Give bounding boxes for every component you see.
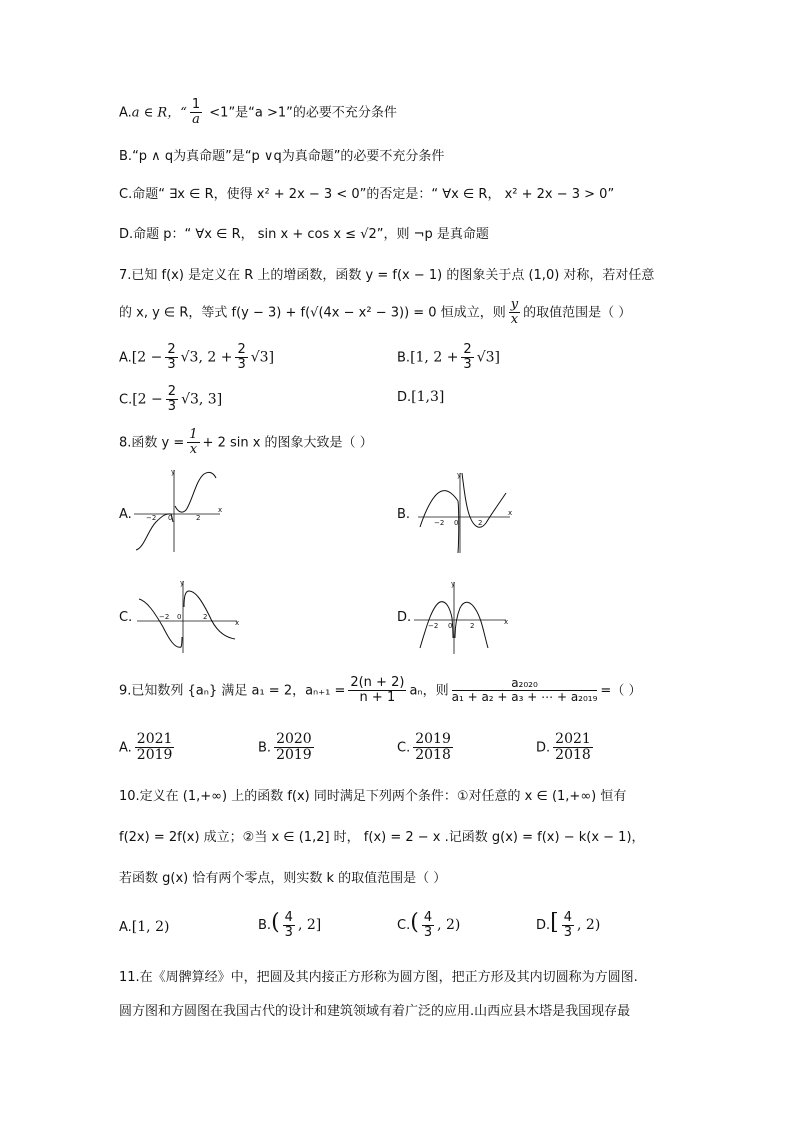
fraction-denominator: 3 — [284, 925, 293, 940]
q9-option-d — [536, 732, 596, 764]
q9-option-c — [397, 732, 456, 764]
q10-option-a-text: [1, 2) — [131, 919, 170, 935]
axis-label-x: x — [504, 618, 509, 626]
q8-graph-b — [418, 469, 514, 555]
fraction-numerator: 1 — [191, 97, 201, 112]
q7-option-b — [397, 343, 500, 373]
axis-label-y: y — [171, 468, 176, 476]
fraction-denominator: 2018 — [415, 747, 451, 764]
axis-label-y: y — [451, 580, 456, 588]
q6-option-c-text: 命题“ ∃x ∈ R，使得 x² + 2x − 3 < 0”的否定是：“ ∀x ∈ R， x² + 2x − 3 > 0” — [132, 187, 615, 202]
tick-label-zero: 0 — [168, 514, 173, 522]
q10-option-c-frac — [422, 911, 434, 941]
curve-right — [184, 591, 235, 639]
fraction-numerator: y — [510, 297, 519, 312]
q6-option-d-label: D. — [119, 227, 134, 242]
q10-option-c-label: C. — [397, 918, 411, 933]
tick-label-neg: −2 — [434, 519, 445, 527]
q10-option-d — [536, 910, 600, 940]
q8-stem — [119, 428, 373, 458]
q7-stem-line2 — [119, 298, 631, 328]
q6-option-a-fraction — [190, 98, 202, 128]
fraction-numerator: 2 — [167, 384, 177, 399]
q10-option-b-label: B. — [258, 918, 272, 933]
curve-left-lower — [458, 501, 459, 553]
tick-label-pos: 2 — [203, 613, 208, 621]
tick-label-neg: −2 — [428, 622, 439, 630]
q10-option-b-frac — [283, 911, 295, 941]
fraction-numerator: 2020 — [276, 731, 312, 747]
q8-graph-d — [414, 578, 510, 656]
q7-option-c-label: C. — [119, 392, 133, 408]
q7-option-a-frac1 — [165, 343, 177, 373]
q6-option-b-label: B. — [119, 149, 133, 164]
fraction-denominator: 3 — [167, 399, 177, 415]
fraction-numerator: 4 — [284, 909, 293, 925]
q10-stem-line1: 10.定义在 (1,+∞) 上的函数 f(x) 同时满足下列两个条件：①对任意的 x ∈ (1,+∞) 恒有 — [119, 789, 627, 804]
q10-option-c-close: , 2) — [437, 917, 461, 933]
fraction-denominator: 2019 — [136, 747, 173, 764]
q10-option-b — [258, 910, 321, 940]
axis-label-x: x — [218, 506, 223, 514]
fraction-numerator: 2021 — [555, 731, 591, 747]
curve-right — [462, 473, 506, 527]
q9-stem — [119, 676, 641, 706]
q10-option-d-close: , 2) — [577, 917, 601, 933]
fraction-denominator: n + 1 — [359, 690, 396, 706]
tick-label-neg: −2 — [159, 613, 170, 621]
q7-option-d — [397, 389, 444, 405]
q10-stem-line3: 若函数 g(x) 恰有两个零点，则实数 k 的取值范围是（ ） — [119, 871, 447, 886]
q10-option-d-open: [ — [550, 910, 559, 935]
fraction-numerator: 2019 — [415, 731, 451, 747]
q6-option-c-label: C. — [119, 187, 133, 202]
q6-option-b-text: “p ∧ q为真命题”是“p ∨q为真命题”的必要不充分条件 — [132, 149, 445, 164]
fraction-denominator: 3 — [463, 357, 472, 373]
q7-option-c-pre: [2 − — [132, 391, 163, 408]
q10-stem-line2: f(2x) = 2f(x) 成立；②当 x ∈ (1,2] 时， f(x) = 2 − x .记函数 g(x) = f(x) − k(x − 1)， — [119, 830, 645, 845]
fraction-denominator: x — [189, 442, 198, 458]
q7-option-a-frac2 — [235, 343, 247, 373]
q6-option-d-text: 命题 p：“ ∀x ∈ R， sin x + cos x ≤ √2”，则 ¬p 是真命题 — [133, 227, 489, 242]
fraction-denominator: x — [510, 312, 519, 328]
q9-stem-frac2 — [452, 677, 598, 704]
q7-option-c — [119, 385, 222, 415]
curve-left — [139, 599, 182, 647]
q7-option-c-frac — [166, 385, 178, 415]
q9-option-b-frac — [274, 732, 314, 764]
q8-graph-a — [134, 466, 226, 554]
q10-option-a-label: A. — [119, 920, 132, 935]
tick-label-zero: 0 — [448, 622, 453, 630]
fraction-denominator: a — [192, 112, 200, 128]
q6-option-a-label: A. — [119, 105, 132, 121]
fraction-denominator: 2019 — [276, 747, 312, 764]
q7-stem-line2-pre: 的 x, y ∈ R，等式 f(y − 3) + f(√(4x − x² − 3)) = 0 恒成立，则 — [119, 305, 506, 321]
fraction-numerator: 1 — [189, 427, 198, 442]
q10-option-d-frac — [562, 911, 574, 941]
q7-stem-fraction — [509, 298, 520, 328]
fraction-denominator: 2018 — [555, 747, 591, 764]
q7-option-b-frac — [461, 343, 473, 373]
q7-stem-line2-post: 的取值范围是（ ） — [523, 305, 632, 321]
fraction-denominator: 3 — [563, 925, 573, 940]
tick-label-zero: 0 — [454, 519, 459, 527]
q10-option-c — [397, 910, 460, 940]
q7-option-b-label: B. — [397, 350, 411, 366]
fraction-numerator: 4 — [563, 909, 573, 925]
fraction-numerator: 2(n + 2) — [350, 675, 405, 690]
q7-stem-line1: 7.已知 f(x) 是定义在 R 上的增函数，函数 y = f(x − 1) 的图象关于点 (1,0) 对称，若对任意 — [119, 268, 655, 283]
q6-option-a-pre: a ∈ R，“ — [131, 105, 187, 121]
fraction-numerator: 2 — [463, 342, 472, 357]
q9-stem-frac1 — [348, 676, 406, 706]
q9-option-c-label: C. — [397, 740, 411, 756]
q7-option-a-post: √3] — [250, 349, 275, 366]
tick-label-neg: −2 — [146, 514, 157, 522]
q7-option-b-post: √3] — [476, 349, 500, 366]
q7-option-a — [119, 343, 274, 373]
q6-option-c — [119, 183, 614, 202]
q7-option-b-pre: [1, 2 + — [410, 349, 459, 366]
fraction-numerator: 4 — [423, 909, 433, 925]
q7-option-a-pre: [2 − — [131, 349, 163, 366]
fraction-numerator: 2 — [167, 342, 176, 357]
q9-option-d-label: D. — [536, 740, 551, 756]
q9-option-b-label: B. — [258, 740, 272, 756]
q7-option-c-post: √3, 3] — [181, 391, 223, 408]
q7-option-a-label: A. — [119, 350, 132, 366]
q9-option-c-frac — [413, 732, 453, 764]
q7-option-a-mid: √3, 2 + — [180, 349, 233, 366]
curve-right — [175, 472, 216, 512]
axis-label-x: x — [235, 619, 240, 627]
axis-label-y: y — [180, 579, 185, 587]
q10-option-b-open: ( — [271, 910, 280, 935]
fraction-numerator: 2021 — [136, 731, 173, 747]
q9-stem-pre: 9.已知数列 {aₙ} 满足 a₁ = 2，aₙ₊₁ = — [119, 683, 346, 699]
fraction-denominator: a₁ + a₂ + a₃ + ⋯ + a₂₀₁₉ — [451, 690, 598, 705]
q11-stem-line1: 11.在《周髀算经》中，把圆及其内接正方形称为圆方图，把正方形及其内切圆称为方圆图. — [119, 970, 638, 985]
q6-option-a-post: <1”是“a >1”的必要不充分条件 — [205, 105, 397, 121]
fraction-denominator: 3 — [423, 925, 433, 940]
tick-label-zero: 0 — [177, 613, 182, 621]
axis-label-y: y — [457, 471, 462, 479]
q6-option-b — [119, 145, 444, 164]
q9-stem-post: =（ ） — [600, 683, 642, 699]
tick-label-pos: 2 — [196, 514, 201, 522]
q7-option-d-label: D. — [397, 390, 412, 405]
q7-option-d-text: [1,3] — [411, 389, 445, 405]
fraction-numerator: a₂₀₂₀ — [452, 677, 598, 691]
q8-stem-post: + 2 sin x 的图象大致是（ ） — [202, 435, 373, 451]
q10-option-b-close: , 2] — [297, 917, 322, 933]
q10-option-d-label: D. — [536, 918, 551, 933]
fraction-denominator: 3 — [237, 357, 246, 373]
q8-graph-c — [137, 577, 241, 655]
q8-option-c-label: C. — [119, 610, 133, 625]
q9-stem-mid: aₙ，则 — [409, 683, 449, 699]
axis-label-x: x — [508, 509, 513, 517]
tick-label-pos: 2 — [470, 622, 475, 630]
fraction-numerator: 2 — [237, 342, 246, 357]
q10-option-a — [119, 919, 169, 935]
q9-option-b — [258, 732, 317, 764]
q8-option-d-label: D. — [397, 610, 412, 625]
fraction-denominator: 3 — [167, 357, 176, 373]
q8-option-a-label: A. — [119, 507, 132, 522]
q9-option-a — [119, 732, 177, 764]
q8-option-b-label: B. — [397, 507, 411, 522]
q11-stem-line2: 圆方图和方圆图在我国古代的设计和建筑领域有着广泛的应用.山西应县木塔是我国现存最 — [119, 1004, 631, 1019]
q9-option-a-label: A. — [119, 740, 132, 756]
q6-option-a — [119, 98, 397, 128]
q10-option-c-open: ( — [410, 910, 419, 935]
q6-option-d — [119, 223, 489, 242]
tick-label-pos: 2 — [478, 519, 483, 527]
q9-option-a-frac — [135, 732, 175, 764]
q8-stem-fraction — [187, 428, 199, 458]
q9-option-d-frac — [553, 732, 593, 764]
q8-stem-pre: 8.函数 y = — [119, 435, 185, 451]
